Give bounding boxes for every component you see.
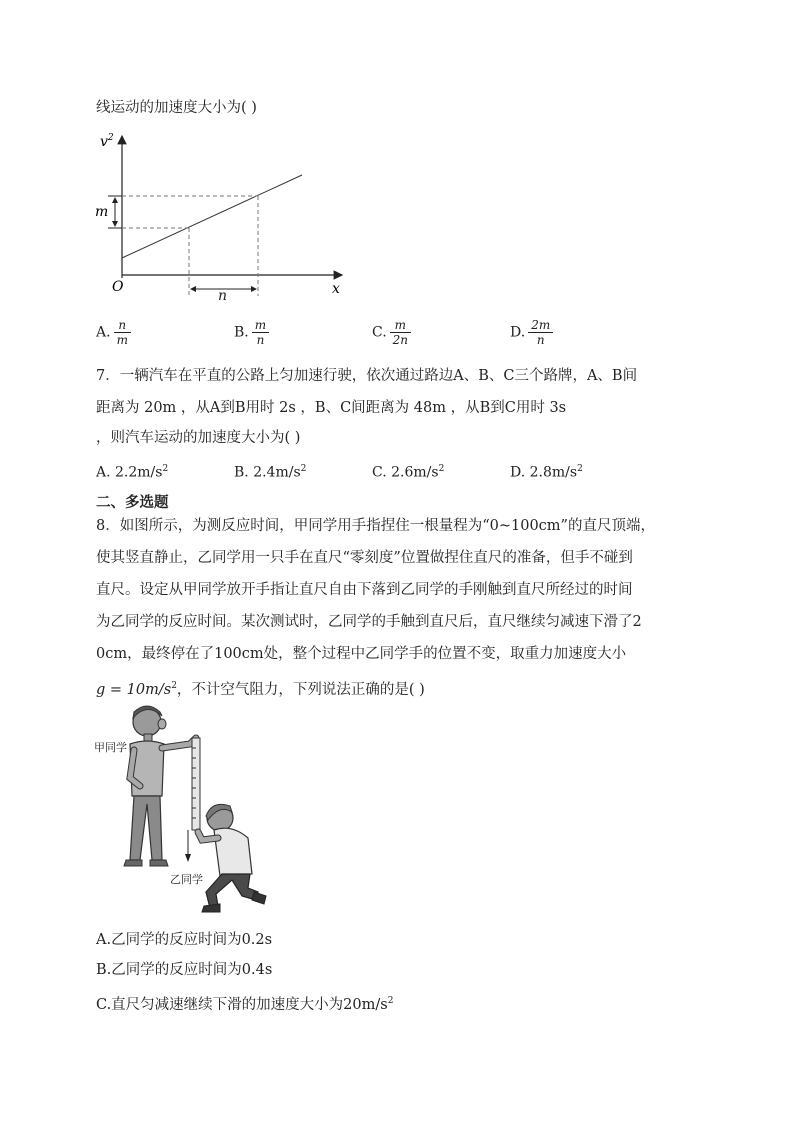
n-label-text: n (218, 288, 228, 304)
student-b-label: 乙同学 (170, 873, 203, 886)
student-b-figure (198, 804, 266, 912)
q8-line-6: $g = 10m/s^2$，不计空气阻力，下列说法正确的是( ) (96, 681, 425, 698)
student-a-figure (124, 706, 196, 866)
q8-option-a[interactable]: A.乙同学的反应时间为0.2s (96, 932, 273, 948)
m-label: m (95, 204, 109, 220)
q7-option-d[interactable]: D. $2.8m/s^2$ (510, 464, 583, 481)
q6-option-d[interactable]: D. $\frac{2m}{n}$ (510, 318, 553, 347)
q7-line-1: 7．一辆汽车在平直的公路上匀加速行驶，依次通过路边A、B、C三个路牌，A、B间 (96, 368, 638, 384)
q7-line-3: ，则汽车运动的加速度大小为( ) (96, 430, 301, 446)
q6-option-b[interactable]: B. $\frac{m}{n}$ (234, 318, 269, 347)
x-axis-label: x (332, 281, 340, 297)
graph-line (122, 175, 302, 258)
q8-line-1: 8．如图所示，为测反应时间，甲同学用手指捏住一根量程为“0~100cm”的直尺顶端， (96, 518, 655, 534)
student-a-label: 甲同学 (94, 741, 127, 754)
q6-graph (92, 128, 352, 300)
q8-line-2: 使其竖直静止，乙同学用一只手在直尺“零刻度”位置做捏住直尺的准备，但手不碰到 (96, 550, 633, 566)
origin-label: O (112, 279, 124, 295)
q7-option-c[interactable]: C. $2.6m/s^2$ (372, 464, 445, 481)
q7-line-2: 距离为 20m ，从A到B用时 2s ，B、C间距离为 48m ，从B到C用时 3s (96, 400, 567, 416)
q6-option-c[interactable]: C. $\frac{m}{2n}$ (372, 318, 411, 347)
y-axis-label: $v^2$ (100, 133, 114, 150)
q7-option-b[interactable]: B. $2.4m/s^2$ (234, 464, 307, 481)
ruler (185, 738, 200, 862)
q8-line-5: 0cm，最终停在了100cm处，整个过程中乙同学手的位置不变，取重力加速度大小 (96, 646, 627, 662)
q6-stem-tail: 线运动的加速度大小为( ) (96, 100, 257, 116)
q6-option-a[interactable]: A. $\frac{n}{m}$ (96, 318, 131, 347)
q8-option-c[interactable]: C.直尺匀减速继续下滑的加速度大小为$20m/s^2$ (96, 996, 394, 1013)
q7-option-a[interactable]: A. $2.2m/s^2$ (96, 464, 169, 481)
q8-line-4: 为乙同学的反应时间。某次测试时，乙同学的手触到直尺后，直尺继续匀减速下滑了2 (96, 614, 642, 630)
section-title: 二、多选题 (96, 495, 169, 511)
q8-option-b[interactable]: B.乙同学的反应时间为0.4s (96, 962, 273, 978)
q8-line-3: 直尺。设定从甲同学放开手指让直尺自由下落到乙同学的手刚触到直尺所经过的时间 (96, 582, 633, 598)
